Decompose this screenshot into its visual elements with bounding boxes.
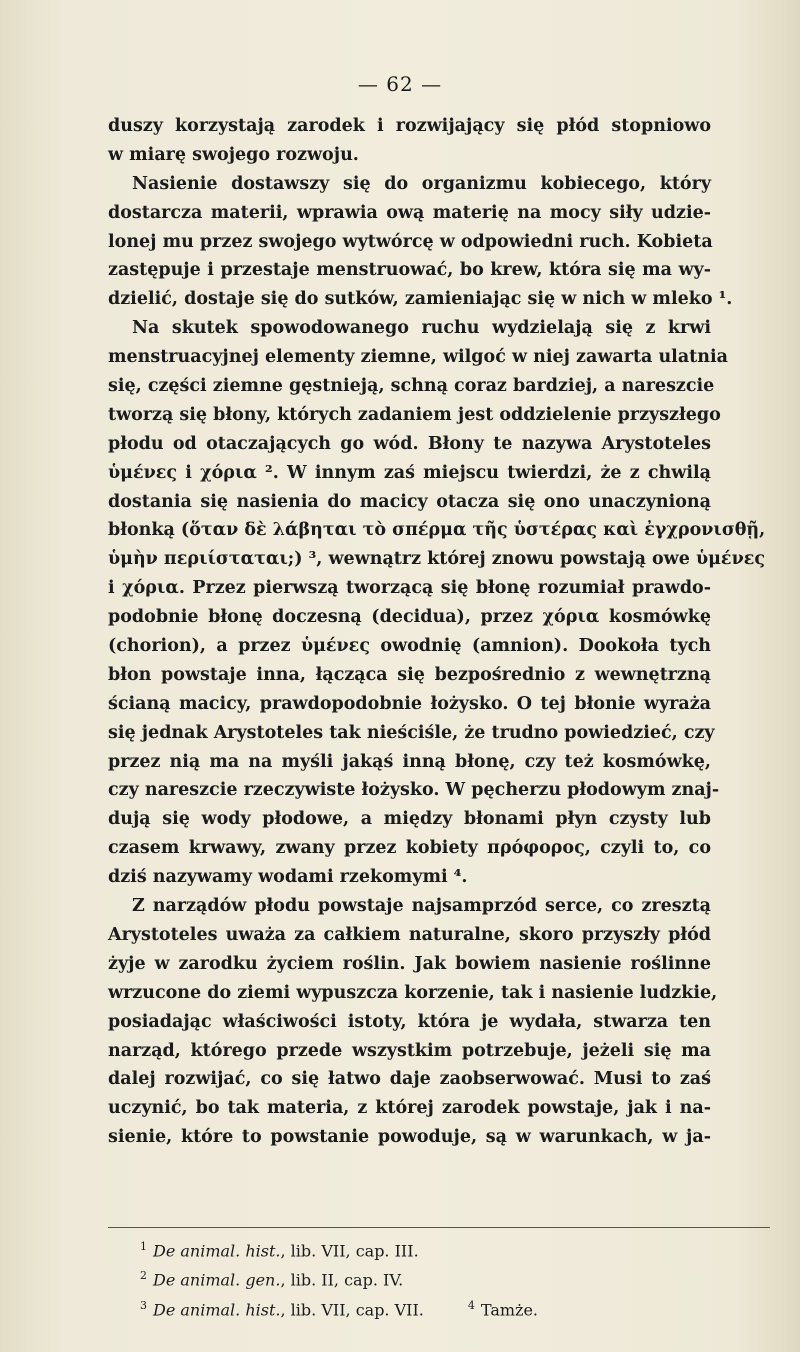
text-line: Na skutek spowodowanego ruchu wydzielają się z krwi bbox=[132, 318, 711, 339]
text-line: dują się wody płodowe, a między błonami płyn czysty lub bbox=[108, 809, 711, 830]
text-line: lonej mu przez swojego wytwórcę w odpowiedni ruch. Kobieta bbox=[108, 231, 713, 252]
text-line: wrzucone do ziemi wypuszcza korzenie, tak i nasienie ludzkie, bbox=[108, 982, 718, 1003]
text-line: błonką (ὅταν δὲ λάβηται τὸ σπέρμα τῆς ὑστέρας καὶ ἐγχρονισθῇ, bbox=[108, 520, 766, 541]
text-line: czy nareszcie rzeczywiste łożysko. W pęcherzu płodowym znaj- bbox=[108, 780, 720, 801]
footnote-mark: 1 bbox=[140, 1240, 147, 1253]
text-line: duszy korzystają zarodek i rozwijający się płód stopniowo bbox=[108, 116, 711, 136]
text-line: dziś nazywamy wodami rzekomymi ⁴. bbox=[108, 867, 468, 888]
body-text bbox=[108, 112, 766, 1152]
text-line: dzielić, dostaje się do sutków, zamieniając się w nich w mleko ¹. bbox=[108, 289, 733, 310]
text-line: żyje w zarodku życiem roślin. Jak bowiem nasienie roślinne bbox=[108, 953, 711, 974]
text-line: ὑμὴν περιίσταται;) ³, wewnątrz której znowu powstają owe ὑμένες bbox=[108, 549, 766, 570]
footnote-reference: , lib. VII, cap. III. bbox=[280, 1241, 419, 1261]
text-line: i χόρια. Przez pierwszą tworzącą się błonę rozumiał prawdo- bbox=[108, 578, 711, 599]
text-line: tworzą się błony, których zadaniem jest oddzielenie przyszłego bbox=[108, 404, 721, 425]
text-line: błon powstaje inna, łącząca się bezpośrednio z wewnętrzną bbox=[108, 664, 711, 685]
text-line: podobnie błonę doczesną (decidua), przez χόρια kosmówkę bbox=[108, 607, 711, 628]
page-number: — 62 — bbox=[357, 72, 443, 96]
text-line: przez nią ma na myśli jakąś inną błonę, czy też kosmówkę, bbox=[108, 751, 711, 772]
text-line: Z narządów płodu powstaje najsamprzód serce, co zresztą bbox=[132, 896, 711, 917]
text-line: ὑμένες i χόρια ². W innym zaś miejscu twierdzi, że z chwilą bbox=[108, 462, 711, 483]
text-line: w miarę swojego rozwoju. bbox=[108, 144, 359, 165]
footnote-mark: 2 bbox=[140, 1269, 147, 1283]
footnote-work-title: De animal. gen. bbox=[153, 1270, 281, 1290]
footnote-mark: 3 bbox=[140, 1298, 147, 1312]
footnote-work-title: De animal. hist. bbox=[153, 1241, 281, 1261]
text-line: uczynić, bo tak materia, z której zarodek powstaje, jak i na- bbox=[108, 1098, 711, 1119]
text-line: dalej rozwijać, co się łatwo daje zaobserwować. Musi to zaś bbox=[108, 1069, 711, 1090]
text-line: Arystoteles uważa za całkiem naturalne, skoro przyszły płód bbox=[108, 924, 711, 945]
text-line: (chorion), a przez ὑμένες owodnię (amnion). Dookoła tych bbox=[108, 636, 711, 657]
footnote-mark: 4 bbox=[467, 1298, 475, 1312]
text-line: płodu od otaczających go wód. Błony te nazywa Arystoteles bbox=[108, 433, 711, 454]
footnote bbox=[140, 1263, 770, 1292]
footnote-reference: Tamże. bbox=[480, 1299, 539, 1319]
text-line: czasem krwawy, zwany przez kobiety πρόφορος, czyli to, co bbox=[108, 838, 711, 859]
footnote bbox=[140, 1293, 770, 1322]
footnote-reference: , lib. II, cap. IV. bbox=[280, 1270, 404, 1290]
footnote-work-title: De animal. hist. bbox=[153, 1299, 281, 1319]
text-line: ścianą macicy, prawdopodobnie łożysko. O tej błonie wyraża bbox=[108, 693, 711, 714]
footnote-reference: , lib. VII, cap. VII. bbox=[280, 1299, 424, 1319]
text-line: zastępuje i przestaje menstruować, bo krew, która się ma wy- bbox=[108, 260, 711, 281]
text-line: dostania się nasienia do macicy otacza się ono unaczynioną bbox=[108, 491, 711, 512]
text-line: narząd, którego przede wszystkim potrzebuje, jeżeli się ma bbox=[108, 1040, 711, 1061]
text-line: się jednak Arystoteles tak nieściśle, że trudno powiedzieć, czy bbox=[108, 722, 715, 743]
text-line: Nasienie dostawszy się do organizmu kobiecego, który bbox=[132, 173, 711, 194]
text-line: menstruacyjnej elementy ziemne, wilgoć w niej zawarta ulatnia bbox=[108, 347, 728, 368]
footnote-divider bbox=[108, 1227, 770, 1228]
text-line: się, części ziemne gęstnieją, schną coraz bardziej, a nareszcie bbox=[108, 376, 715, 397]
footnotes bbox=[140, 1234, 770, 1322]
footnote bbox=[140, 1234, 770, 1263]
text-line: dostarcza materii, wprawia ową materię na mocy siły udzie- bbox=[108, 202, 711, 223]
text-line: posiadając właściwości istoty, która je wydała, stwarza ten bbox=[108, 1011, 711, 1032]
text-line: sienie, które to powstanie powoduje, są w warunkach, w ja- bbox=[108, 1127, 711, 1148]
